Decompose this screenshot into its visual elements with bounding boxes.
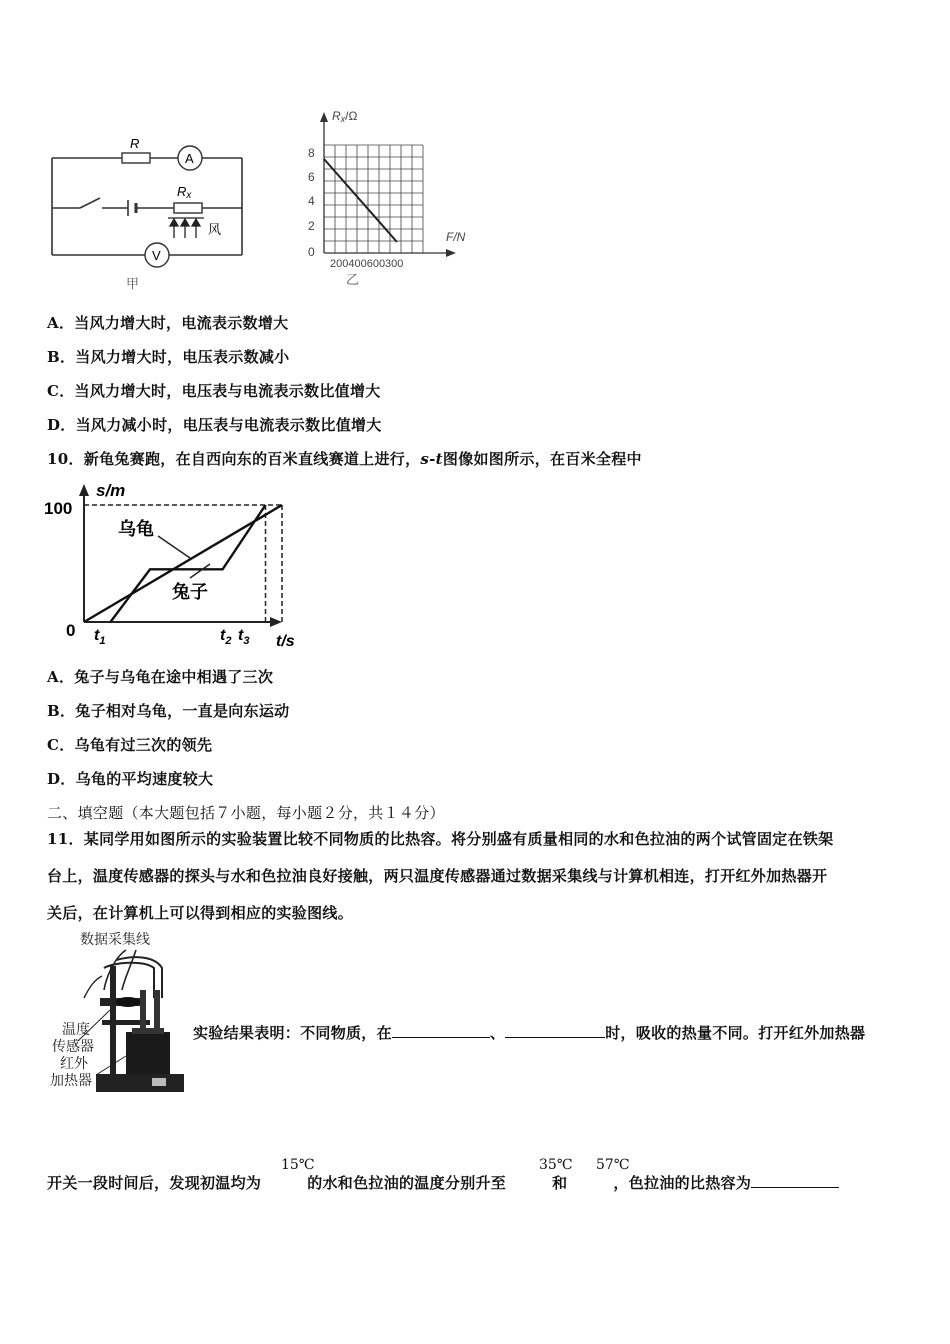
temp-oil: 57℃ (596, 1157, 630, 1173)
q11-line-2: 台上，温度传感器的探头与水和色拉油良好接触，两只温度传感器通过数据采集线与计算机相连，打开红外加热器开 (47, 867, 828, 885)
stand-rod (110, 966, 116, 1091)
x-axis-label: t/s (276, 633, 295, 650)
answer-blank-1[interactable] (392, 1023, 490, 1038)
q10-option-b: B．兔子相对乌龟，一直是向东运动 (47, 702, 290, 720)
y-tick-2: 2 (308, 219, 315, 233)
temp-water: 35℃ (539, 1157, 573, 1173)
resistor-label: R (130, 136, 140, 151)
q11-line-1: 11．某同学用如图所示的实验装置比较不同物质的比热容。将分别盛有质量相同的水和色拉油的两个试管固定在铁架 (47, 830, 834, 848)
sensor-label-1: 温度 (62, 1021, 90, 1037)
answer-blank-2[interactable] (505, 1023, 605, 1038)
graph-grid (324, 145, 423, 253)
wind-sensor-resistor (174, 203, 202, 213)
t2-label: $t_2$ (220, 627, 232, 647)
x-tick-labels: 200400600300 (330, 258, 404, 270)
cable-label: 数据采集线 (80, 931, 150, 947)
y-axis-label: s/m (96, 481, 126, 500)
answer-blank-3[interactable] (751, 1173, 839, 1188)
stand-base (96, 1074, 184, 1092)
wind-arrows-icon (168, 218, 204, 238)
temp-initial: 15℃ (281, 1157, 315, 1173)
circuit-diagram (40, 130, 260, 295)
wind-label: 风 (208, 222, 222, 237)
q10-option-d: D．乌龟的平均速度较大 (47, 770, 214, 788)
x-axis-label: F/N (446, 230, 466, 244)
q10-stem: 10．新龟兔赛跑，在自西向东的百米直线赛道上进行，s-t图像如图所示，在百米全程中 (47, 450, 642, 468)
q10-option-c: C．乌龟有过三次的领先 (47, 736, 213, 754)
y-tick-4: 4 (308, 194, 315, 208)
y-axis-arrow-icon (320, 112, 328, 122)
heater-label-1: 红外 (60, 1055, 88, 1071)
q10-number: 10． (47, 450, 84, 468)
x-axis-arrow-icon (446, 249, 456, 257)
q9-option-a: A．当风力增大时，电流表示数增大 (47, 314, 289, 332)
t1-label: $t_1$ (94, 627, 106, 647)
test-tube-water (140, 990, 146, 1030)
x-axis-arrow-icon (270, 617, 282, 627)
figure-caption-jia: 甲 (126, 276, 140, 291)
y-tick-0: 0 (308, 245, 315, 259)
resistor-r (122, 153, 150, 163)
clamp-icon (116, 997, 140, 1007)
y-tick-100: 100 (44, 499, 73, 518)
origin-label: 0 (66, 621, 76, 640)
apparatus-figure (44, 928, 192, 1100)
q11-line-5: 开关一段时间后，发现初温均为 的水和色拉油的温度分别升至 和 ，色拉油的比热容为 (47, 1172, 839, 1193)
y-tick-8: 8 (308, 146, 315, 160)
rabbit-leader-line (190, 564, 210, 578)
t3-label: $t_3$ (238, 627, 250, 647)
turtle-line (84, 505, 282, 622)
heater-label-2: 加热器 (50, 1072, 92, 1088)
test-tube-oil (154, 990, 160, 1030)
y-axis-label: Rx/Ω (332, 109, 358, 124)
st-variable: s-t (420, 450, 443, 468)
y-tick-6: 6 (308, 170, 315, 184)
q11-line-3: 关后，在计算机上可以得到相应的实验图线。 (47, 904, 354, 922)
figure-caption-yi: 乙 (346, 272, 360, 287)
y-axis-arrow-icon (79, 484, 89, 496)
q10-option-a: A．兔子与乌龟在途中相遇了三次 (47, 668, 274, 686)
ammeter-label: A (185, 151, 194, 166)
st-graph (40, 478, 310, 650)
q9-option-c: C．当风力增大时，电压表与电流表示数比值增大 (47, 382, 381, 400)
sensor-label: Rx (177, 184, 192, 201)
rabbit-label: 兔子 (172, 582, 208, 602)
section-heading: 二、填空题（本大题包括７小题，每小题２分，共１４分） (47, 804, 445, 822)
turtle-label: 乌龟 (118, 519, 154, 539)
turtle-leader-line (158, 536, 190, 558)
q9-option-d: D．当风力减小时，电压表与电流表示数比值增大 (47, 416, 382, 434)
resistance-force-graph (300, 100, 490, 295)
sensor-label-2: 传感器 (52, 1038, 94, 1054)
q11-result-line: 实验结果表明：不同物质，在 、 时，吸收的热量不同。打开红外加热器 (193, 1024, 866, 1042)
q9-option-b: B．当风力增大时，电压表示数减小 (47, 348, 290, 366)
voltmeter-label: V (152, 248, 161, 263)
